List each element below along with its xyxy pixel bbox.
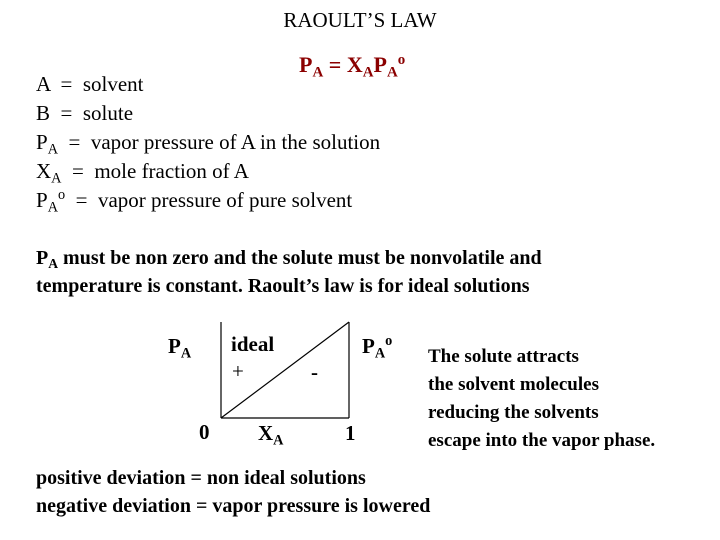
- graph-plus-label: +: [232, 359, 244, 383]
- note-line-3: reducing the solvents: [428, 402, 599, 423]
- conditions-line-2: temperature is constant. Raoult’s law is for ideal solutions: [36, 275, 530, 297]
- formula-lhs-sub: A: [312, 64, 324, 81]
- conditions-line-1: $P_A$ must be non zero and the solute must be nonvolatile and: [36, 247, 542, 272]
- graph-x-max: 1: [345, 421, 356, 445]
- definition-mole-fraction: $X_A$ = mole fraction of A: [36, 159, 249, 187]
- note-line-2: the solvent molecules: [428, 374, 599, 395]
- formula-p-sup: o: [397, 51, 406, 68]
- graph-minus-label: -: [311, 360, 318, 384]
- formula-p: P: [373, 52, 387, 77]
- definition-vapor-pressure-a: $P_A$ = vapor pressure of A in the solution: [36, 130, 381, 158]
- definition-pure-solvent-pressure: $P_A^o$ = vapor pressure of pure solvent: [36, 187, 353, 216]
- graph-y-label: $P_A$: [168, 334, 192, 362]
- graph-x-min: 0: [199, 420, 210, 444]
- graph-ideal-label: ideal: [231, 332, 275, 356]
- formula-lhs: P: [299, 52, 313, 77]
- graph-x-label: $X_A$: [258, 421, 284, 449]
- formula-equals: =: [323, 52, 347, 77]
- negative-deviation-line: negative deviation = vapor pressure is lowered: [36, 495, 431, 517]
- page-title: RAOULT’S LAW: [283, 8, 437, 32]
- positive-deviation-line: positive deviation = non ideal solutions: [36, 467, 366, 489]
- note-line-4: escape into the vapor phase.: [428, 430, 656, 451]
- formula-x-sub: A: [362, 64, 374, 81]
- graph-right-label: $P_A^o$: [362, 333, 393, 362]
- formula-x: X: [346, 52, 363, 77]
- definition-solute: B = solute: [36, 101, 134, 125]
- definition-solvent: A = solvent: [36, 72, 144, 96]
- note-line-1: The solute attracts: [428, 346, 579, 367]
- formula-p-sub: A: [386, 64, 398, 81]
